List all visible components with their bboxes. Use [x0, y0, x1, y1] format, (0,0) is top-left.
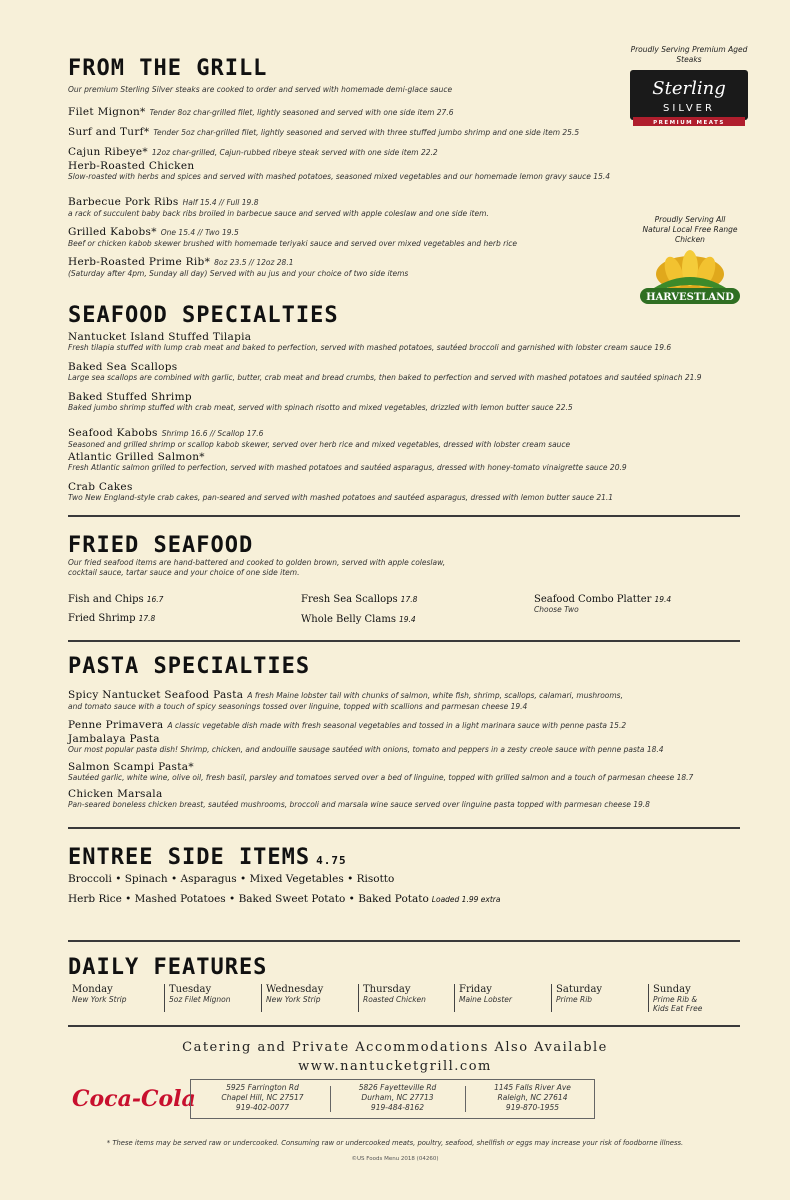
- item-description: Our most popular pasta dish! Shrimp, chicken, and andouille sausage sautéed with onions, tomato and peppers in a zesty creole sauce with penne pasta 18.4: [68, 745, 664, 754]
- pasta-title: PASTA SPECIALTIES: [68, 654, 311, 679]
- location-chapel-hill: [200, 1083, 325, 1113]
- grill-title: FROM THE GRILL: [68, 56, 268, 81]
- location-raleigh: [470, 1083, 595, 1113]
- location-city: Chapel Hill, NC 27517: [221, 1093, 304, 1102]
- day-feature: Prime Rib: [556, 995, 593, 1004]
- item-inline: One 15.4 // Two 19.5: [160, 228, 239, 237]
- day-monday: [68, 984, 163, 1004]
- item-price: 17.8: [138, 614, 156, 623]
- menu-item: [68, 331, 748, 353]
- sides-line-1: Broccoli • Spinach • Asparagus • Mixed Vegetables • Risotto: [68, 873, 395, 885]
- item-name: Salmon Scampi Pasta*: [68, 761, 194, 773]
- day-saturday: [551, 984, 646, 1012]
- location-street: 5925 Farrington Rd: [226, 1083, 299, 1092]
- item-price: 19.4: [654, 595, 672, 604]
- sterling-silver-logo: [630, 70, 748, 128]
- daily-title: DAILY FEATURES: [68, 955, 268, 980]
- day-feature: 5oz Filet Mignon: [169, 995, 231, 1004]
- sterling-banner: PREMIUM MEATS: [653, 120, 725, 126]
- item-description: Beef or chicken kabob skewer brushed with homemade teriyaki sauce and served over mixed vegetables and herb rice: [68, 239, 518, 248]
- day-wednesday: [261, 984, 356, 1012]
- menu-item: [68, 788, 748, 810]
- sterling-name: Sterling: [652, 78, 726, 99]
- day-name: Friday: [459, 984, 492, 995]
- item-name: Spicy Nantucket Seafood Pasta: [68, 689, 244, 701]
- item-description: Fresh Atlantic salmon grilled to perfection, served with mashed potatoes and sautéed asparagus, dressed with honey-tomato vinaigrette sauce 20.9: [68, 463, 627, 472]
- fried-intro-line-2: cocktail sauce, tartar sauce and your choice of one side item.: [68, 568, 300, 577]
- item-name: Fried Shrimp: [68, 613, 136, 624]
- sides-title: [68, 845, 347, 870]
- sides-price: 4.75: [316, 854, 347, 867]
- item-name: Fish and Chips: [68, 594, 144, 605]
- item-name: Baked Stuffed Shrimp: [68, 391, 192, 403]
- location-durham: [335, 1083, 460, 1113]
- coca-cola-logo: Coca-Cola: [72, 1086, 196, 1112]
- menu-item: [68, 713, 748, 732]
- location-phone: 919-402-0077: [235, 1103, 290, 1112]
- location-divider: [330, 1086, 331, 1112]
- menu-item: [68, 481, 748, 503]
- item-description: Large sea scallops are combined with garlic, butter, crab meat and bread crumbs, then baked to perfection and served with mashed potatoes and sautéed spinach 21.9: [68, 373, 702, 382]
- section-divider: [68, 640, 740, 642]
- menu-item: [68, 451, 748, 473]
- menu-item: [68, 391, 748, 413]
- location-city: Raleigh, NC 27614: [497, 1093, 568, 1102]
- menu-item: [68, 421, 748, 450]
- fried-title: FRIED SEAFOOD: [68, 533, 254, 558]
- sides-line-2-text: Herb Rice • Mashed Potatoes • Baked Sweet Potato • Baked Potato: [68, 893, 429, 905]
- day-feature-2: Kids Eat Free: [653, 1004, 703, 1013]
- item-name: Seafood Combo Platter: [534, 594, 652, 605]
- day-feature: Maine Lobster: [459, 995, 512, 1004]
- location-street: 1145 Falls River Ave: [494, 1083, 571, 1092]
- fried-item: [68, 594, 163, 605]
- item-name: Nantucket Island Stuffed Tilapia: [68, 331, 252, 343]
- item-description: a rack of succulent baby back ribs broiled in barbecue sauce and served with apple coleslaw and one side item.: [68, 209, 489, 218]
- harvest-caption: Proudly Serving All Natural Local Free Range Chicken: [642, 215, 738, 244]
- grill-intro: Our premium Sterling Silver steaks are cooked to order and served with homemade demi-glace sauce: [68, 85, 453, 94]
- fried-item: [534, 594, 671, 614]
- item-description: Seasoned and grilled shrimp or scallop kabob skewer, served over herb rice and mixed vegetables, dressed with lobster cream sauce: [68, 440, 571, 449]
- item-name: Herb-Roasted Chicken: [68, 160, 195, 172]
- item-inline: Tender 5oz char-grilled filet, lightly seasoned and served with three stuffed jumbo shrimp and one side item 25.5: [153, 128, 580, 137]
- item-name: Grilled Kabobs*: [68, 226, 157, 238]
- sides-title-text: ENTREE SIDE ITEMS: [68, 845, 311, 870]
- section-divider: [68, 940, 740, 942]
- day-feature: Roasted Chicken: [363, 995, 426, 1004]
- item-price: 17.8: [400, 595, 418, 604]
- fried-item: [68, 613, 155, 624]
- item-name: Chicken Marsala: [68, 788, 163, 800]
- item-price: 19.4: [398, 615, 416, 624]
- item-name: Atlantic Grilled Salmon*: [68, 451, 205, 463]
- item-inline: Tender 8oz char-grilled filet, lightly seasoned and served with one side item 27.6: [149, 108, 454, 117]
- day-name: Thursday: [363, 984, 411, 995]
- item-price: 16.7: [146, 595, 164, 604]
- item-name: Cajun Ribeye*: [68, 146, 148, 158]
- day-feature: New York Strip: [72, 995, 127, 1004]
- item-name: Whole Belly Clams: [301, 614, 396, 625]
- item-note: Choose Two: [534, 605, 579, 614]
- item-name: Fresh Sea Scallops: [301, 594, 398, 605]
- day-name: Saturday: [556, 984, 603, 995]
- sterling-silver: SILVER: [663, 103, 715, 114]
- item-description: Slow-roasted with herbs and spices and served with mashed potatoes, seasoned mixed vegetables and our homemade lemon gravy sauce 15.4: [68, 172, 611, 181]
- location-divider: [465, 1086, 466, 1112]
- day-thursday: [358, 984, 453, 1012]
- location-phone: 919-484-8162: [370, 1103, 425, 1112]
- item-inline: 12oz char-grilled, Cajun-rubbed ribeye steak served with one side item 22.2: [151, 148, 438, 157]
- menu-item: [68, 683, 748, 712]
- item-name: Barbecue Pork Ribs: [68, 196, 179, 208]
- fried-item: [301, 594, 417, 605]
- day-name: Monday: [72, 984, 113, 995]
- item-description: Fresh tilapia stuffed with lump crab meat and baked to perfection, served with mashed potatoes, sautéed broccoli and garnished with lobster cream sauce 19.6: [68, 343, 672, 352]
- day-feature: New York Strip: [266, 995, 321, 1004]
- location-city: Durham, NC 27713: [361, 1093, 434, 1102]
- item-name: Filet Mignon*: [68, 106, 146, 118]
- item-name: Penne Primavera: [68, 719, 164, 731]
- day-name: Sunday: [653, 984, 691, 995]
- menu-item: [68, 140, 748, 159]
- item-inline: 8oz 23.5 // 12oz 28.1: [214, 258, 294, 267]
- menu-item: [68, 761, 748, 783]
- item-description: (Saturday after 4pm, Sunday all day) Served with au jus and your choice of two side items: [68, 269, 409, 278]
- item-inline: A classic vegetable dish made with fresh seasonal vegetables and tossed in a light marinara sauce with penne pasta 15.2: [167, 721, 627, 730]
- day-feature: Prime Rib &: [653, 995, 698, 1004]
- item-description: Baked jumbo shrimp stuffed with crab meat, served with spinach risotto and mixed vegetables, drizzled with lemon butter sauce 22.5: [68, 403, 573, 412]
- day-friday: [454, 984, 549, 1012]
- harvestland-logo: [634, 248, 746, 316]
- harvest-name: HARVESTLAND: [646, 292, 734, 303]
- sides-extra: Loaded 1.99 extra: [431, 895, 501, 904]
- item-description: Pan-seared boneless chicken breast, sautéed mushrooms, broccoli and marsala wine sauce served over linguine pasta topped with parmesan cheese 19.8: [68, 800, 650, 809]
- section-divider: [68, 515, 740, 517]
- item-name: Baked Sea Scallops: [68, 361, 178, 373]
- section-divider: [68, 1025, 740, 1027]
- copyright: ©US Foods Menu 2018 (04260): [351, 1156, 439, 1162]
- day-sunday: [648, 984, 743, 1012]
- location-phone: 919-870-1955: [505, 1103, 560, 1112]
- fried-item: [301, 614, 416, 625]
- item-inline: Shrimp 16.6 // Scallop 17.6: [161, 429, 264, 438]
- menu-item: [68, 160, 748, 182]
- catering-line: Catering and Private Accommodations Also Available: [182, 1040, 608, 1055]
- sides-line-2: [68, 893, 500, 905]
- item-description: and tomato sauce with a touch of spicy seasonings tossed over linguine, topped with scallions and parmesan cheese 19.4: [68, 702, 528, 711]
- day-tuesday: [164, 984, 259, 1012]
- website-link[interactable]: www.nantucketgrill.com: [298, 1059, 492, 1074]
- sterling-caption: Proudly Serving Premium Aged Steaks: [630, 45, 748, 64]
- location-street: 5826 Fayetteville Rd: [358, 1083, 437, 1092]
- item-inline: Half 15.4 // Full 19.8: [182, 198, 259, 207]
- item-name: Herb-Roasted Prime Rib*: [68, 256, 211, 268]
- day-name: Tuesday: [169, 984, 212, 995]
- item-name: Crab Cakes: [68, 481, 133, 493]
- seafood-title: SEAFOOD SPECIALTIES: [68, 303, 339, 328]
- item-name: Jambalaya Pasta: [68, 733, 160, 745]
- menu-item: [68, 361, 748, 383]
- item-inline: A fresh Maine lobster tail with chunks of salmon, white fish, shrimp, scallops, calamari, mushrooms,: [247, 691, 623, 700]
- item-name: Surf and Turf*: [68, 126, 150, 138]
- day-name: Wednesday: [266, 984, 324, 995]
- menu-item: [68, 733, 748, 755]
- item-name: Seafood Kabobs: [68, 427, 158, 439]
- raw-food-disclaimer: * These items may be served raw or undercooked. Consuming raw or undercooked meats, poultry, seafood, shellfish or eggs may increase your risk of foodborne illness.: [106, 1139, 684, 1147]
- fried-intro-line-1: Our fried seafood items are hand-battered and cooked to golden brown, served with apple coleslaw,: [68, 558, 446, 567]
- section-divider: [68, 827, 740, 829]
- item-description: Sautéed garlic, white wine, olive oil, fresh basil, parsley and tomatoes served over a bed of linguine, topped with grilled salmon and a touch of parmesan cheese 18.7: [68, 773, 694, 782]
- item-description: Two New England-style crab cakes, pan-seared and served with mashed potatoes and sautéed asparagus, dressed with lemon butter sauce 21.1: [68, 493, 614, 502]
